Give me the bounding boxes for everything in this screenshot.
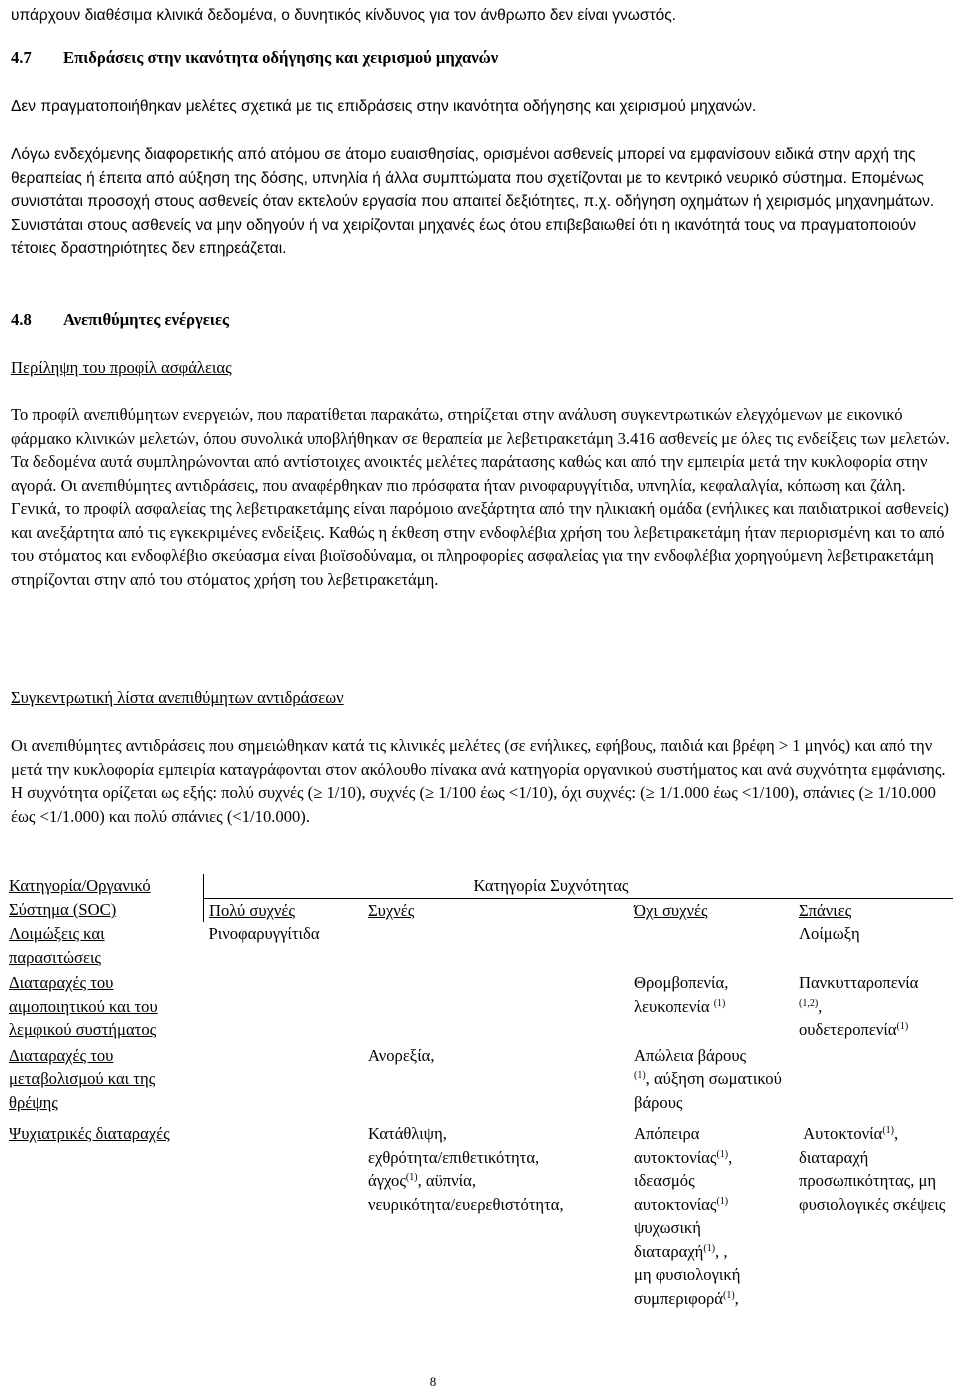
- table-subheader-row: [4, 898, 953, 922]
- cell-very-common: [204, 1114, 364, 1310]
- col-rare: Σπάνιες: [794, 898, 953, 922]
- soc-infections: Λοιμώξεις και παρασιτώσεις: [9, 924, 105, 967]
- section-title: Ανεπιθύμητες ενέργειες: [63, 310, 230, 329]
- soc-psychiatric: Ψυχιατρικές διαταραχές: [9, 1124, 170, 1143]
- safety-profile-paragraph: Το προφίλ ανεπιθύμητων ενεργειών, που παρατίθεται παρακάτω, στηρίζεται στην ανάλυση συγκεντρωτικών ελεγχόμενων με εικονικό φάρμακο κλινικών μελετών, όπου συνολικά υποβλήθηκαν σε θεραπεία με λεβετιρακετάμη 3.416 ασθενείς με όλες τις ενδείξεις των μελετών. Τα δεδομένα αυτά συμπληρώνονται από αντίστοιχες ανοικτές μελέτες παράτασης καθώς και από την εμπειρία μετά την κυκλοφορία στην αγορά. Οι ανεπιθύμητες αντιδράσεις, που αναφέρθηκαν πιο πρόσφατα ήταν ρινοφαρυγγίτιδα, υπνηλία, κεφαλαλγία, κόπωση και ζάλη. Γενικά, το προφίλ ασφαλείας της λεβετιρακετάμης είναι παρόμοιο ανεξάρτητα από την ηλικιακή ομάδα (ενήλικες και παιδιατρικοί ασθενείς) και ανεξάρτητα από τις εγκεκριμένες ενδείξεις. Καθώς η έκθεση στην ενδοφλέβια χρήση του λεβετιρακετάμη ήταν περιορισμένη και το από του στόματος και ενδοφλέβιο σκεύασμα είναι βιοϊσοδύναμα, οι πληροφορίες ασφαλείας για την ενδοφλέβια χορηγούμενη λεβετιρακετάμη στηρίζονται στην από του στόματος χρήση του λεβετιρακετάμη.: [11, 405, 950, 589]
- table-row: [4, 1042, 953, 1115]
- col-uncommon: Όχι συχνές: [629, 898, 794, 922]
- cell-rare: Πανκυτταροπενία $^{(1,2)}$, ουδετεροπενία$^{(1)}$: [799, 973, 919, 1039]
- cell-very-common: [204, 1042, 364, 1115]
- table-header-row: [4, 874, 953, 898]
- cell-common: [363, 969, 629, 1042]
- soc-metabolism: Διαταραχές του μεταβολισμού και της θρέψης: [9, 1045, 156, 1112]
- cell-rare: Λοίμωξη: [799, 924, 860, 943]
- cell-uncommon: [629, 922, 794, 969]
- cell-rare: Αυτοκτονία$^{(1)}$, διαταραχή προσωπικότητας, μη φυσιολογικές σκέψεις: [799, 1124, 946, 1214]
- cell-uncommon: Θρομβοπενία, λευκοπενία $^{(1)}$: [634, 973, 729, 1016]
- section-4-8-heading: [11, 310, 951, 330]
- table-row: [4, 969, 953, 1042]
- section-4-7-heading: [11, 48, 951, 68]
- continuation-paragraph: υπάρχουν διαθέσιμα κλινικά δεδομένα, ο δυνητικός κίνδυνος για τον άνθρωπο δεν είναι γνωστός.: [11, 7, 676, 24]
- table-row: [4, 922, 953, 969]
- cell-very-common: Ρινοφαρυγγίτιδα: [208, 924, 320, 943]
- subheading-safety-profile: Περίληψη του προφίλ ασφάλειας: [11, 358, 232, 377]
- section-4-7-paragraph-2: Λόγω ενδεχόμενης διαφορετικής από ατόμου σε άτομο ευαισθησίας, ορισμένοι ασθενείς μπορεί να εμφανίσουν ειδικά στην αρχή της θεραπείας ή έπειτα από αύξηση της δόσης, υπνηλία ή άλλα συμπτώματα που σχετίζονται με το κεντρικό νευρικό σύστημα. Επομένως συνιστάται προσοχή στους ασθενείς όταν εκτελούν εργασία που απαιτεί δεξιότητες, π.χ. οδήγηση οχημάτων ή χειρισμός μηχανημάτων. Συνιστάται στους ασθενείς να μην οδηγούν ή να χειρίζονται μηχανές έως ότου επιβεβαιωθεί ότι η ικανότητά τους να πραγματοποιούν τέτοιες δραστηριότητες δεν επηρεάζεται.: [11, 146, 935, 257]
- soc-blood: Διαταραχές του αιμοποιητικού και του λεμφικού συστήματος: [9, 973, 158, 1039]
- cell-common: [363, 922, 629, 969]
- soc-header-line2: Σύστημα (SOC): [9, 900, 117, 919]
- adverse-reactions-table: [4, 874, 953, 1310]
- section-title: Επιδράσεις στην ικανότητα οδήγησης και χειρισμού μηχανών: [63, 48, 499, 67]
- cell-very-common: [204, 969, 364, 1042]
- cell-common: Ανορεξία,: [368, 1045, 435, 1065]
- section-number: 4.8: [11, 310, 32, 329]
- frequency-header: Κατηγορία Συχνότητας: [204, 874, 954, 898]
- section-number: 4.7: [11, 48, 32, 67]
- col-common: Συχνές: [363, 898, 629, 922]
- subheading-adverse-reactions-list: Συγκεντρωτική λίστα ανεπιθύμητων αντιδράσεων: [11, 688, 344, 707]
- soc-header-line1: Κατηγορία/Οργανικό: [9, 876, 151, 895]
- col-very-common: Πολύ συχνές: [204, 898, 364, 922]
- cell-common: Κατάθλιψη, εχθρότητα/επιθετικότητα, άγχος$^{(1)}$, αϋπνία, νευρικότητα/ευερεθιστότητα,: [368, 1124, 564, 1214]
- cell-uncommon: Απόπειρα αυτοκτονίας$^{(1)}$, ιδεασμός αυτοκτονίας$^{(1)}$ ψυχωσική διαταραχή$^{(1)}$, , μη φυσιολογική συμπεριφορά$^{(1)}$,: [634, 1124, 741, 1308]
- adverse-reactions-intro-paragraph: Οι ανεπιθύμητες αντιδράσεις που σημειώθηκαν κατά τις κλινικές μελέτες (σε ενήλικες, εφήβους, παιδιά και βρέφη > 1 μηνός) και από την μετά την κυκλοφορία εμπειρία καταγράφονται στον ακόλουθο πίνακα ανά κατηγορία οργανικού συστήματος και ανά συχνότητα εμφάνισης. Η συχνότητα ορίζεται ως εξής: πολύ συχνές (≥ 1/10), συχνές (≥ 1/100 έως <1/10), όχι συχνές: (≥ 1/1.000 έως <1/100), σπάνιες (≥ 1/10.000 έως <1/1.000) και πολύ σπάνιες (<1/10.000).: [11, 736, 946, 826]
- cell-rare: [794, 1042, 953, 1115]
- section-4-7-paragraph-1: Δεν πραγματοποιήθηκαν μελέτες σχετικά με τις επιδράσεις στην ικανότητα οδήγησης και χειρισμού μηχανών.: [11, 98, 757, 115]
- page-number: 8: [429, 1374, 437, 1389]
- cell-uncommon: Απώλεια βάρους $^{(1)}$, αύξηση σωματικού βάρους: [634, 1045, 782, 1112]
- table-row: [4, 1114, 953, 1310]
